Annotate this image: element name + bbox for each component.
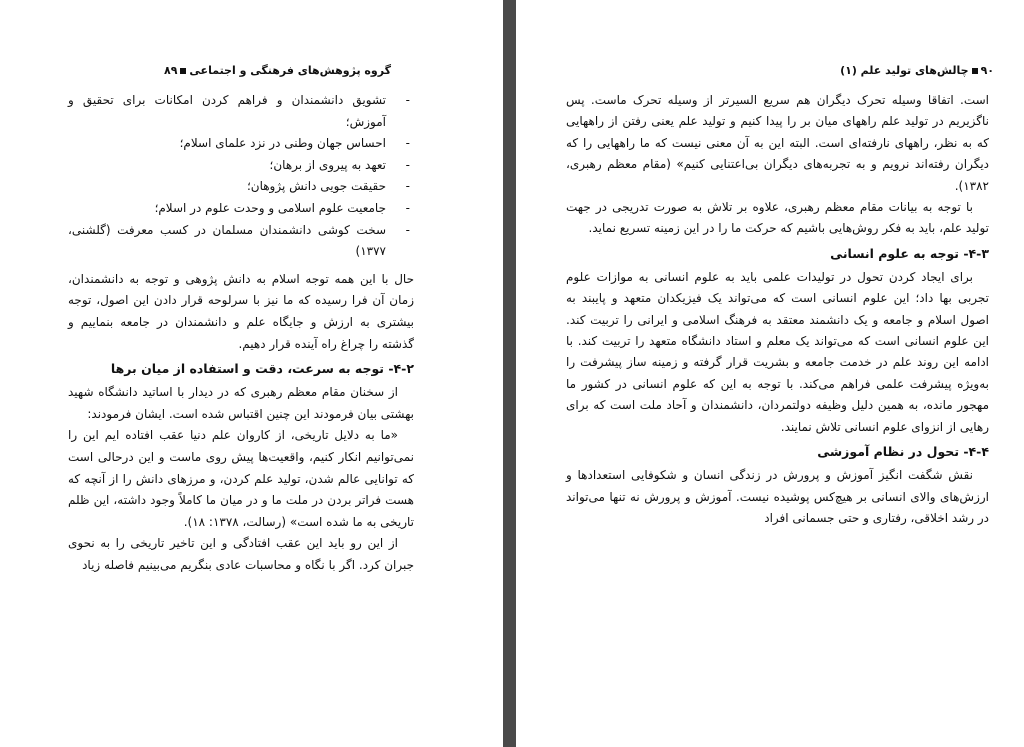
section-heading: ۴-۳- توجه به علوم انسانی xyxy=(830,245,989,261)
paragraph: از این رو باید این عقب افتادگی و این تاخیر تاریخی را به نحوی جبران کرد. اگر با نگاه و محاسبات عادی بنگریم می‌بینیم فاصله زیاد xyxy=(68,536,414,572)
header-square-icon xyxy=(972,68,978,74)
right-page-header xyxy=(840,64,994,77)
paragraph: از سخنان مقام معظم رهبری که در دیدار با اساتید دانشگاه شهید بهشتی بیان فرمودند این چنین اقتباس شده است. ایشان فرمودند: xyxy=(68,385,414,421)
paragraph: برای ایجاد کردن تحول در تولیدات علمی باید به علوم انسانی به موازات علوم تجربی بها داد؛ این علوم انسانی است که می‌تواند یک فیزیکدان متعهد و پایبند به اصول اسلام و جامعه و یک دانشمند معتقد به فرهنگ اسلامی و ایرانی را تربیت کند. این علوم انسانی است که می‌تواند یک معلم و استاد دانشگاه متعهد را تربیت کند. با ادامه این روند علم در خدمت جامعه و بشریت قرار گرفته و زمینه ساز پیشرفت را به‌ویژه پیشرفت علمی فراهم می‌کند. با توجه به این که علوم انسانی در کشور ما مهجور مانده، به همین دلیل وظیفه دولتمردان، دانشمندان و آحاد ملت است که برای رهایی از انزوای علوم انسانی تلاش نمایند. xyxy=(566,269,989,434)
page-gutter xyxy=(503,0,516,747)
list-item: - حقیقت جویی دانش پژوهان؛ xyxy=(68,176,414,198)
list-item: - تعهد به پیروی از برهان؛ xyxy=(68,155,414,177)
quote-paragraph: «ما به دلایل تاریخی، از کاروان علم دنیا عقب افتاده ایم این را نمی‌توانیم انکار کنیم، واقعیت‌ها پیش روی ماست و این درحالی است که توانایی عالم شدن، تولید علم کردن، و مرزهای دانش را از آنچه که هست فراتر بردن در ملت ما و در میان ما کاملاً وجود داشته، این ظلم تاریخی به ما شده است» (رسالت، ۱۳۷۸: ۱۸). xyxy=(68,428,414,529)
section-heading: ۴-۲- توجه به سرعت، دقت و استفاده از میان برها xyxy=(110,361,414,377)
header-square-icon xyxy=(180,68,186,74)
right-page xyxy=(516,0,1024,747)
left-page-body xyxy=(68,90,414,576)
paragraph: حال با این همه توجه اسلام به دانش پژوهی و توجه به دانشمندان، زمان آن فرا رسیده که ما نیز با سرلوحه قرار دادن این اصول، توجه بیشتری به ارزش و جایگاه علم و دانشمندان در جامعه بنماییم و گذشته را چراغ راه آینده قرار دهیم. xyxy=(68,271,414,351)
left-page xyxy=(0,0,503,747)
paragraph: نقش شگفت انگیز آموزش و پرورش در زندگی انسان و شکوفایی استعدادها و ارزش‌های والای انسانی بر هیچ‌کس پوشیده نیست. آموزش و پرورش نه تنها می‌تواند در رشد اخلاقی، رفتاری و حتی جسمانی افراد xyxy=(566,468,989,525)
left-header-title: گروه پژوهش‌های فرهنگی و اجتماعی xyxy=(189,64,391,77)
left-page-header xyxy=(164,64,391,77)
list-item: - تشویق دانشمندان و فراهم کردن امکانات برای تحقیق و آموزش؛ xyxy=(68,90,414,133)
paragraph: است. اتفاقا وسیله تحرک دیگران هم سریع السیرتر از وسیله تحرک ماست. پس ناگزیریم در تولید علم راههای میان بر را پیدا کنیم و تولید علم یعنی رفتن از راههایی که به نظر، راههای نارفته‌ای است. البته این به آن معنی نیست که ما راههایی را که دیگران رفته‌اند نرویم و به تجربه‌های دیگران بی‌اعتنایی کنیم» (مقام معظم رهبری، ۱۳۸۲). xyxy=(566,93,989,193)
paragraph: با توجه به بیانات مقام معظم رهبری، علاوه بر تلاش به صورت تدریجی در جهت تولید علم، باید به فکر روش‌هایی باشیم که حرکت ما را در این زمینه تسریع نماید. xyxy=(566,200,989,236)
right-page-number: ۹۰ xyxy=(980,64,994,77)
right-page-body xyxy=(566,90,989,529)
left-page-number: ۸۹ xyxy=(163,64,178,77)
list-item: - سخت کوشی دانشمندان مسلمان در کسب معرفت (گلشنی، ۱۳۷۷) xyxy=(68,220,414,263)
right-header-title: چالش‌های تولید علم (۱) xyxy=(840,64,969,77)
bullet-list xyxy=(68,90,414,263)
list-item: - جامعیت علوم اسلامی و وحدت علوم در اسلام؛ xyxy=(68,198,414,220)
section-heading: ۴-۴- تحول در نظام آموزشی xyxy=(817,444,989,460)
list-item: - احساس جهان وطنی در نزد علمای اسلام؛ xyxy=(68,133,414,155)
